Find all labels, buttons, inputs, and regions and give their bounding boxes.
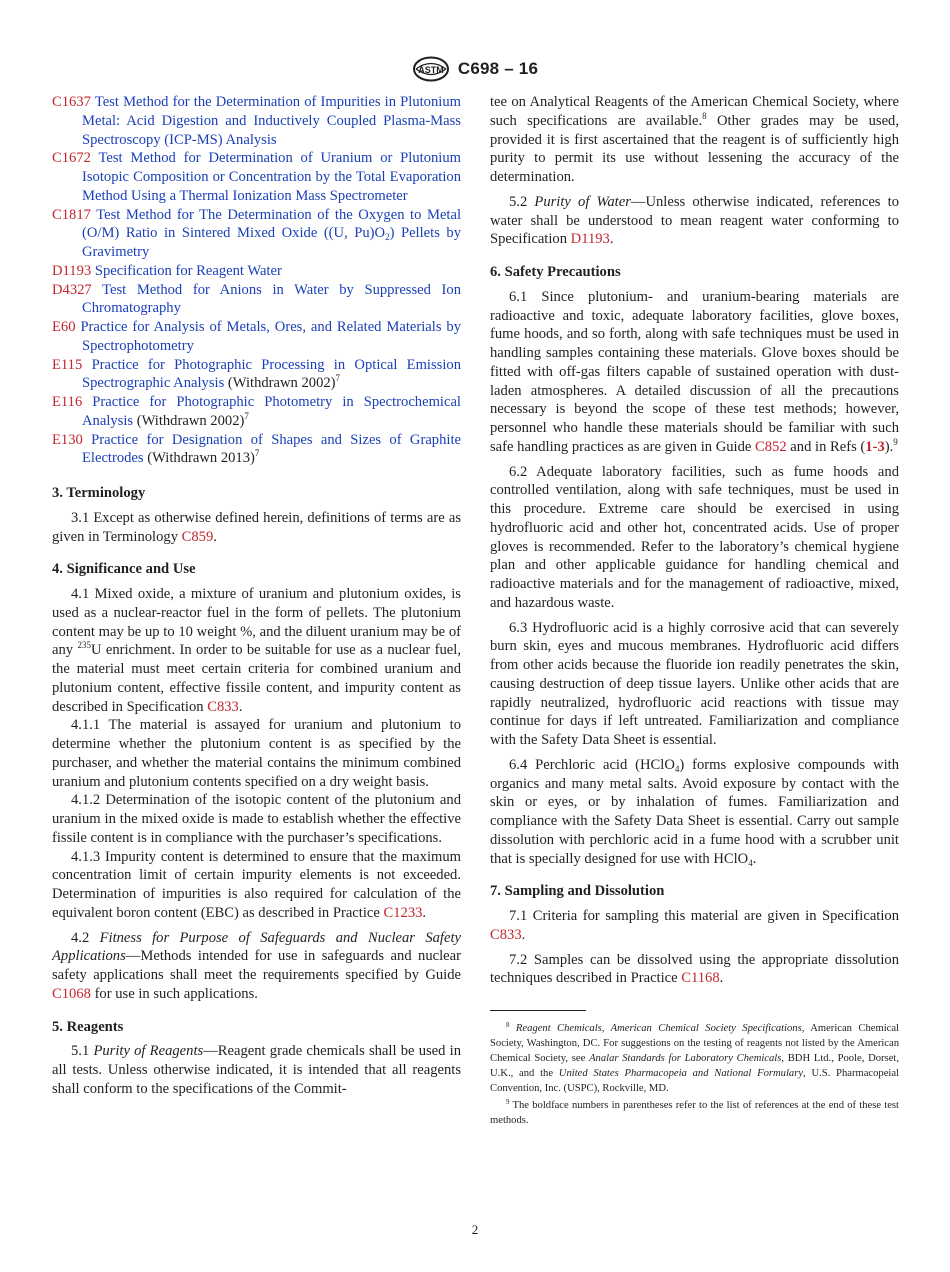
page-header xyxy=(0,56,950,82)
link-c833-2[interactable]: C833 xyxy=(490,926,522,943)
paragraph-4-1: 4.1 Mixed oxide, a mixture of uranium and plutonium oxides, is used as a nuclear-reactor fuel in the form of pellets. The plutonium content may be up to 10 weight %, and the diluent uranium may be of any $^{235}$U enrichment. In order to be suitable for use as a nuclear fuel, the material must meet certain criteria for combined uranium and plutonium content, effective fissile content, and impurity content as described in Specification C833. xyxy=(52,586,461,715)
reference-item[interactable]: E130 Practice for Designation of Shapes and Sizes of Graphite Electrodes (Withdrawn 2013)$^7$ xyxy=(52,431,461,467)
paragraph-4-1-1: 4.1.1 The material is assayed for uranium and plutonium to determine whether the plutonium content is as specified by the purchaser, and whether the material contains the minimum combined uranium and plutonium contents specified on a dry weight basis. xyxy=(52,717,461,790)
section-heading-safety: 6. Safety Precautions xyxy=(490,264,621,280)
section-heading-reagents: 5. Reagents xyxy=(52,1018,124,1035)
paragraph-4-1-2: 4.1.2 Determination of the isotopic content of the plutonium and uranium in the mixed oxide is made to establish whether the effective fissile content is in compliance with the purchaser’s specifications. xyxy=(52,792,461,846)
footnote-9: $^9$ The boldface numbers in parentheses refer to the list of references at the end of these test methods. xyxy=(490,1098,899,1126)
link-c859[interactable]: C859 xyxy=(181,528,214,545)
paragraph-6-3: 6.3 Hydrofluoric acid is a highly corrosive acid that can severely burn skin, eyes and mucous membranes. Hydrofluoric acid differs from other acids because the fluoride ion readily penetrates the skin, causing destruction of deep tissue layers. Unlike other acids that are rapidly neutralized, hydrofluoric acid reactions with tissue may continue for days if left untreated. Familiarization and compliance with the Safety Data Sheet is essential. xyxy=(490,619,899,748)
reference-item[interactable]: E116 Practice for Photographic Photometry in Spectrochemical Analysis (Withdrawn 2002)$^7$ xyxy=(52,394,461,429)
reference-item[interactable]: C1817 Test Method for The Determination of the Oxygen to Metal (O/M) Ratio in Sintered Mixed Oxide ((U, $Pu)O_2$) Pellets by Gravimetry xyxy=(52,206,462,260)
reference-item[interactable]: E60 Practice for Analysis of Metals, Ores, and Related Materials by Spectrophotometry xyxy=(52,319,461,354)
footnote-8: $^8$ Reagent Chemicals, American Chemical Society Specifications, American Chemical Society, Washington, DC. For suggestions on the testing of reagents not listed by the American Chemical Society, see Analar Standards for Laboratory Chemicals, BDH Ltd., Poole, Dorset, U.K., and the United States Pharmacopeia and National Formulary, U.S. Pharmacopeial Convention, Inc. (USPC), Rockville, MD. xyxy=(490,1021,900,1094)
section-heading-sampling: 7. Sampling and Dissolution xyxy=(490,883,665,900)
reference-item[interactable]: C1637 Test Method for the Determination of Impurities in Plutonium Metal: Acid Digestion and Inductively Coupled Plasma-Mass Spectroscopy (ICP-MS) Analysis xyxy=(52,94,461,148)
section-heading-significance: 4. Significance and Use xyxy=(52,561,196,578)
reference-list xyxy=(52,93,461,468)
left-column xyxy=(52,93,461,1099)
link-c1068[interactable]: C1068 xyxy=(52,985,91,1002)
footnote-divider xyxy=(490,1010,586,1011)
paragraph-4-2: 4.2 Fitness for Purpose of Safeguards and Nuclear Safety Applications—Methods intended for use in safeguards and nuclear safety applications shall meet the requirements specified by Guide C1068 for use in such applications. xyxy=(52,929,461,1002)
link-c1233[interactable]: C1233 xyxy=(383,904,423,921)
reference-item[interactable]: E115 Practice for Photographic Processing in Optical Emission Spectrographic Analysis (Withdrawn 2002)$^7$ xyxy=(52,356,461,392)
link-c852[interactable]: C852 xyxy=(755,438,787,455)
link-refs-1-3[interactable]: 1-3 xyxy=(865,438,885,455)
paragraph-6-4: 6.4 Perchloric acid (HClO$_4$) forms explosive compounds with organics and many metal salts. Avoid exposure by contact with the skin or eyes, or by inhalation of fumes. Familiarization and compliance with the Safety Data Sheet is essential. Carry out sample dissolution with perchloric acid in a fume hood with a scrubber unit that is specially designed for use with HClO$_4$. xyxy=(490,756,899,868)
right-column xyxy=(490,93,899,1128)
paragraph-7-1: 7.1 Criteria for sampling this material are given in Specification C833. xyxy=(490,908,899,943)
svg-text:ASTM: ASTM xyxy=(418,65,444,75)
link-d1193[interactable]: D1193 xyxy=(570,231,610,248)
section-heading-terminology: 3. Terminology xyxy=(52,485,146,501)
page-number: 2 xyxy=(471,1222,479,1237)
paragraph-7-2: 7.2 Samples can be dissolved using the appropriate dissolution techniques described in Practice C1168. xyxy=(490,951,899,987)
paragraph-3-1: 3.1 Except as otherwise defined herein, definitions of terms are as given in Terminology C859. xyxy=(52,509,461,545)
paragraph-6-1: 6.1 Since plutonium- and uranium-bearing materials are radioactive and toxic, adequate laboratory facilities, glove boxes, fume hoods, and so forth, along with safe techniques must be used in handling samples containing these materials. Glove boxes should be fitted with off-gas filters capable of sustained operation with dust-laden atmospheres. A detailed discussion of all the precautions necessary is beyond the scope of these test methods; however, personnel who handle these materials should be familiar with such safe handling practices as are given in Guide C852 and in Refs (1-3).$^9$ xyxy=(490,288,899,455)
link-c1168[interactable]: C1168 xyxy=(681,970,720,987)
designation: C698 – 16 xyxy=(457,59,539,78)
paragraph-5-1-part2: tee on Analytical Reagents of the American Chemical Society, where such specifications are available.$^8$ Other grades may be used, provided it is first ascertained that the reagent is of sufficiently high purity to permit its use without lessening the accuracy of the determination. xyxy=(490,94,899,185)
paragraph-4-1-3: 4.1.3 Impurity content is determined to ensure that the maximum concentration limit of certain impurity elements is not exceeded. Determination of impurities is also required for calculation of the equivalent boron content (EBC) as described in Practice C1233. xyxy=(52,848,461,921)
reference-item[interactable]: D4327 Test Method for Anions in Water by Suppressed Ion Chromatography xyxy=(52,281,461,317)
reference-item[interactable]: C1672 Test Method for Determination of Uranium or Plutonium Isotopic Composition or Concentration by the Total Evaporation Method Using a Thermal Ionization Mass Spectrometer xyxy=(52,150,461,204)
paragraph-5-1-part1: 5.1 Purity of Reagents—Reagent grade chemicals shall be used in all tests. Unless otherwise indicated, it is intended that all reagents shall conform to the specifications of the Commit- xyxy=(52,1043,461,1097)
paragraph-5-2: 5.2 Purity of Water—Unless otherwise indicated, references to water shall be understood to mean reagent water conforming to Specification D1193. xyxy=(490,193,899,248)
link-c833[interactable]: C833 xyxy=(207,698,239,715)
paragraph-6-2: 6.2 Adequate laboratory facilities, such as fume hoods and controlled ventilation, along with safe techniques, must be used in this procedure. Extreme care should be exercised in using hydrofluoric acid and other hot, concentrated acids. Use of proper gloves is recommended. Refer to the laboratory’s chemical hygiene plan and other applicable guidance for handling chemical and radioactive materials and for the management of radioactive, mixed, and hazardous waste. xyxy=(490,463,899,611)
reference-item[interactable]: D1193 Specification for Reagent Water xyxy=(52,262,282,279)
astm-logo-icon xyxy=(412,56,450,82)
